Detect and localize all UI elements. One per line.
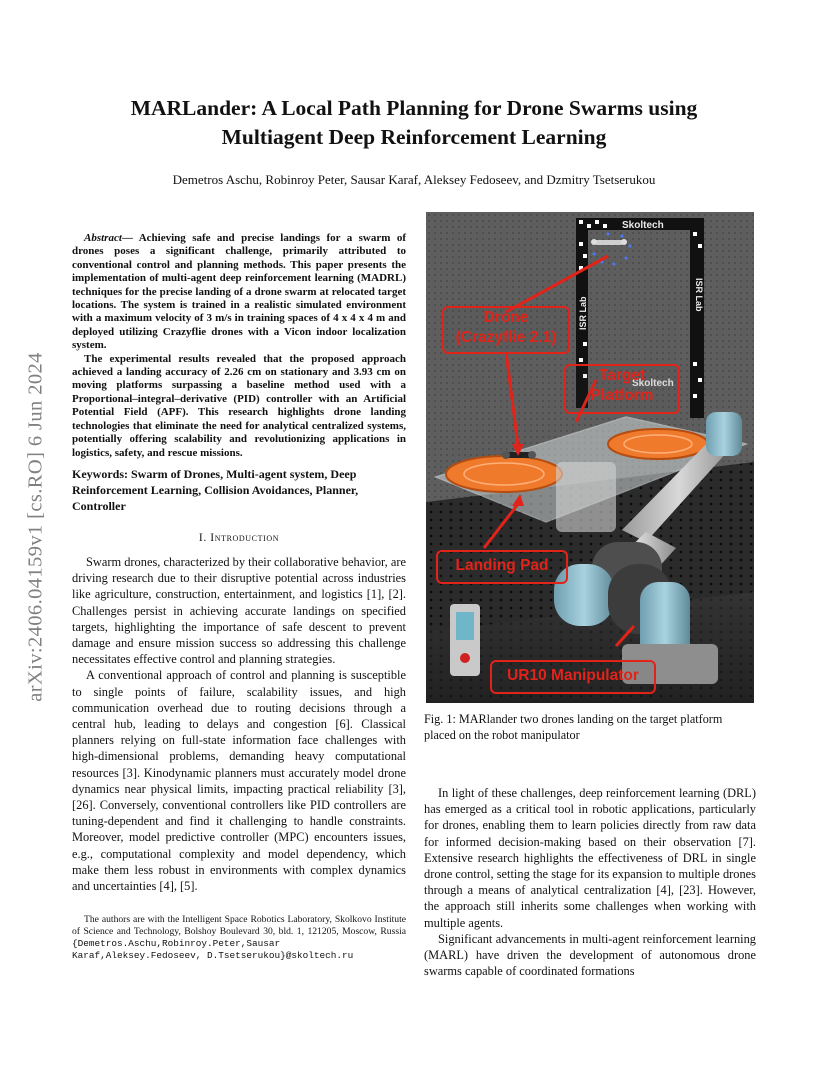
callout-drone-line-1: Drone: [483, 309, 529, 326]
figure-1-caption: Fig. 1: MARlander two drones landing on the target platform placed on the robot manipulator: [424, 712, 723, 742]
abstract-label: Abstract: [84, 232, 122, 244]
callout-target-line-2: Platform: [590, 387, 654, 404]
abstract-text-1: — Achieving safe and precise landings for a swarm of drones poses a significant challenge, primarily attributed to conventional control and planning methods. This paper presents the implementation of multi-agent deep reinforcement learning (MADRL) techniques for the precise landing of a drone swarm at relocated target locations. The system is trained in a realistic simulated environment with a maximum velocity of 3 m/s in training spaces of 4 x 4 x 4 m and deployed utilizing Crazyflie drones with a Vicon indoor localization system.: [72, 232, 406, 352]
callout-landing-text: Landing Pad: [455, 557, 549, 574]
frame-brand-top: Skoltech: [622, 220, 664, 231]
abstract-paragraph-1: [72, 232, 406, 353]
landing-pad-right: [608, 429, 708, 459]
teach-pendant-icon: [450, 604, 480, 676]
author-affiliation-footnote: [72, 914, 406, 962]
footnote-text: The authors are with the Intelligent Space Robotics Laboratory, Skolkovo Institute of Science and Technology, Bolshoy Boulevard 30, bld. 1, 121205, Moscow, Russia: [72, 914, 406, 938]
callout-drone-line-2: (Crazyflie 2.1): [455, 329, 557, 346]
footnote-emails: {Demetros.Aschu,Robinroy.Peter,Sausar Karaf,Aleksey.Fedoseev, D.Tsetserukou}@skoltech.ru: [72, 938, 354, 962]
arxiv-identifier-stamp: [22, 296, 50, 758]
title-line-1: MARLander: A Local Path Planning for Drone Swarms using: [130, 96, 698, 120]
title-line-2: Multiagent Deep Reinforcement Learning: [221, 125, 607, 149]
callout-manipulator-text: UR10 Manipulator: [507, 667, 639, 684]
figure-1-photo: [426, 212, 754, 703]
left-column: [72, 232, 406, 972]
arxiv-identifier-text: arXiv:2406.04159v1 [cs.RO] 6 Jun 2024: [24, 352, 47, 702]
intro-paragraph-1: Swarm drones, characterized by their collaborative behavior, are driving research due to their disruptive potential across industries like agriculture, construction, entertainment, and logistics [1], [2]. Challenges persist in achieving accurate landings on specified targets, highlighting the importance of safe descent to prevent damage and ensure mission success so addressing this challenge necessitates effective control and planning strategies.: [72, 554, 406, 667]
paper-title: [70, 94, 758, 152]
frame-brand-low: Skoltech: [632, 378, 674, 389]
callout-target-line-1: Target: [598, 367, 646, 384]
frame-lab-left: ISR Lab: [578, 296, 588, 330]
section-heading-introduction: I. Introduction: [198, 531, 280, 544]
author-list: Demetros Aschu, Robinroy Peter, Sausar Karaf, Aleksey Fedoseev, and Dzmitry Tsetserukou: [172, 172, 656, 187]
callout-ur10-manipulator: [490, 660, 656, 694]
right-column: [424, 212, 756, 979]
abstract-paragraph-2: The experimental results revealed that the proposed approach achieved a landing accuracy of 2.26 cm on stationary and 3.93 cm on moving platforms surpassing a baseline method used with a Proportional–integral–derivative (PID) controller with an Artificial Potential Field (APF). This research highlights drone landing technologies that eliminate the need for analytical centralized systems, potentially offering scalability and revolutionizing applications in logistics, safety, and rescue missions.: [72, 352, 406, 459]
callout-drone: [442, 306, 570, 354]
experiment-setup-illustration: [426, 212, 754, 703]
keywords: Keywords: Swarm of Drones, Multi-agent system, Deep Reinforcement Learning, Collision Avoidances, Planner, Controller: [72, 466, 359, 513]
right-body-text: [424, 785, 756, 979]
intro-paragraph-3: In light of these challenges, deep reinforcement learning (DRL) has emerged as a critical tool in robotic applications, particularly for drones, enabling them to learn policies directly from raw data for informed decision-making based on their observation [7]. Extensive research highlights the effectiveness of DRL in single drone control, setting the stage for its expansion to multiple drones through a means of analytical centralization [4], [23]. However, the approach still inherits some challenges when working with multiple agents.: [424, 786, 756, 930]
callout-target-platform: [564, 364, 680, 414]
intro-paragraph-4: Significant advancements in multi-agent reinforcement learning (MARL) have driven the development of autonomous drone swarms capable of coordinated formations: [424, 931, 756, 979]
frame-lab-right: ISR Lab: [694, 278, 704, 312]
callout-landing-pad: [436, 550, 568, 584]
intro-paragraph-2: A conventional approach of control and planning is susceptible to single points of failure, scalability issues, and high communication overhead due to routing decisions through a central hub, leading to delays and congestion [6]. Classical planners relying on full-state information face challenges with high-dimensional problems, demanding heavy computational resources [3]. Kinodynamic planners must accurately model drone dynamics near physical limits, impacting practical reliability [3], [26]. Conversely, conventional controllers like PID controllers are tuning-dependent and find it challenging to handle constraints. Moreover, model predictive controller (MPC) encounters issues, e.g., computational complexity and model dependency, which make them less robust in environments with complex dynamics and uncertainties [4], [5].: [72, 668, 406, 893]
